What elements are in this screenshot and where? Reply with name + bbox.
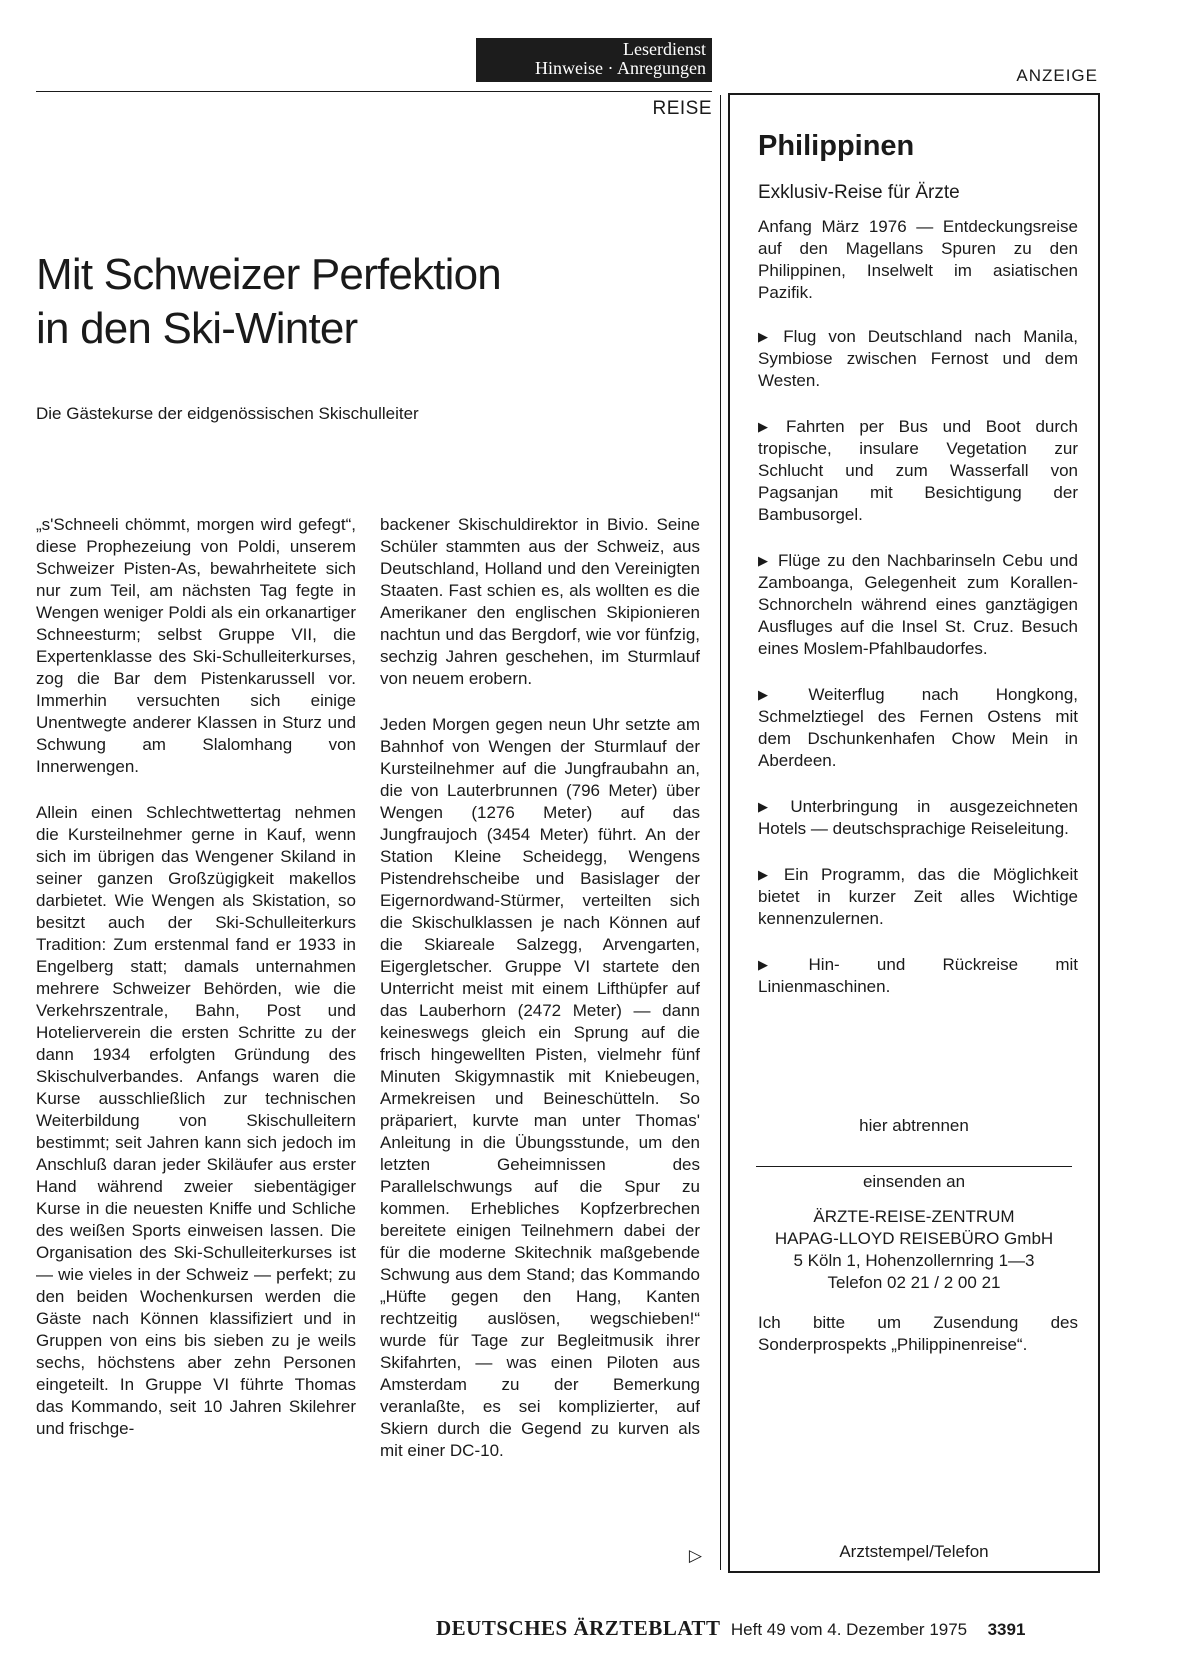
article-column-left — [36, 514, 356, 1464]
leserdienst-subtitle: Hinweise · Anregungen — [535, 58, 706, 78]
cutoff-label: hier abtrennen — [859, 1116, 969, 1135]
cutoff-line — [756, 1166, 1072, 1167]
headline-line-2: in den Ski-Winter — [36, 304, 358, 353]
ad-bullet-list — [758, 326, 1078, 1022]
journal-name: DEUTSCHES ÄRZTEBLATT — [436, 1616, 721, 1640]
ad-intro: Anfang März 1976 — Entdeckungsreise auf den Magellans Spuren zu den Philippinen, Inselwelt im asiatischen Pazifik. — [758, 217, 1078, 302]
article-paragraph: „s'Schneeli chömmt, morgen wird gefegt“, diese Prophezeiung von Poldi, unserem Schweizer Pisten-As, bewahrheitete sich nur zum Teil, am nächsten Tag fegte in Wengen weniger Poldi als ein orkanartiger Schneesturm; selbst Gruppe VII, die Expertenklasse des Ski-Schulleiterkurses, zog die Bar dem Pistenkarussell vor. Immerhin versuchten sich einige Unentwegte anderer Klassen in Sturz und Schwung am Slalomhang von Innerwengen. — [36, 515, 356, 776]
article-paragraph: Allein einen Schlechtwettertag nehmen die Kursteilnehmer gerne in Kauf, wenn sich im übrigen das Wengener Skiland in seiner ganzen Großzügigkeit makellos darbietet. Wie Wengen als Skistation, so besitzt auch der Ski-Schulleiterkurs Tradition: Zum erstenmal fand er 1933 in Engelberg statt; damals unternahmen mehrere Schweizer Behörden, wie die Verkehrszentrale, Bahn, Post und Hotelierverein die ersten Schritte zu der dann 1934 erfolgten Gründung des Skischulverbandes. Anfangs waren die Kurse ausschließlich zur technischen Weiterbildung von Skischulleitern bestimmt; seit Jahren kann sich jedoch im Anschluß daran jeder Skiläufer aus erster Hand während zweier siebentägiger Kurse in die neuesten Kniffe und Schliche des weißen Sports einweisen lassen. Die Organisation des Ski-Schulleiterkurses ist — wie vieles in der Schweiz — perfekt; zu den beiden Wochenkursen werden die Gäste nach Können klassifiziert und in Gruppen von eins bis sieben zu je weils sechs, höchstens aber zehn Personen eingeteilt. In Gruppe VI führte Thomas das Kommando, seit 10 Jahren Skilehrer und frischge- — [36, 803, 356, 1438]
triangle-right-icon: ▶ — [758, 687, 801, 702]
request-text: Ich bitte um Zusendung des Sonderprospekts „Philippinenreise“. — [758, 1313, 1078, 1354]
address-line: ÄRZTE-REISE-ZENTRUM — [813, 1207, 1015, 1226]
leserdienst-box — [476, 38, 712, 82]
leserdienst-title: Leserdienst — [623, 39, 706, 59]
ad-bullet-item — [758, 550, 1078, 660]
continue-arrow-icon: ▷ — [688, 1546, 702, 1565]
ad-title: Philippinen — [758, 130, 915, 162]
triangle-right-icon: ▶ — [758, 799, 783, 814]
ad-bullet-item — [758, 954, 1078, 998]
triangle-right-icon: ▶ — [758, 419, 779, 434]
ad-bullet-item — [758, 796, 1078, 840]
article-paragraph: Jeden Morgen gegen neun Uhr setzte am Bahnhof von Wengen der Sturmlauf der Kursteilnehmer auf die Jungfraubahn an, die von Lauterbrunnen (796 Meter) über Wengen (1276 Meter) auf das Jungfraujoch (3454 Meter) führt. An der Station Kleine Scheidegg, Wengens Pistendrehscheibe und Basislager der Eigernordwand-Stürmer, verteilten sich die Skischulklassen je nach Können auf die Skiareale Salzegg, Arvengarten, Eigergletscher. Gruppe VI startete den Unterricht meist mit einem Lifthüpfer auf das Lauberhorn (2472 Meter) — dann keineswegs gleich ein Sprung auf die frisch hingewellten Pisten, vielmehr fünf Minuten Skigymnastik mit Kniebeugen, Armekreisen und Beineschütteln. So präpariert, kurvte man unter Thomas' Anleitung in die Übungsstunde, um den letzten Geheimnissen des Parallelschwungs auf die Spur zu kommen. Erhebliches Kopfzerbrechen bereitete einigen Teilnehmern dabei der für die moderne Skitechnik maßgebende Schwung aus dem Stand; das Kommando „Hüfte gegen den Hang, Kanten rechtzeitig auslösen, wegschieben!“ wurde für Tage zur Begleitmusik ihrer Skifahrten, — was einen Piloten aus Amsterdam zu der Bemerkung veranlaßte, es sei komplizierter, auf Skiern durch die Gegend zu kurven als mit einer DC-10. — [380, 715, 700, 1460]
address-line: Telefon 02 21 / 2 00 21 — [827, 1273, 1001, 1292]
ad-bullet-text: Flüge zu den Nachbarinseln Cebu und Zamboanga, Gelegenheit zum Korallen-Schnorcheln während eines ganztägigen Ausfluges auf die Insel St. Cruz. Besuch eines Moslem-Pfahlbaudorfes. — [758, 551, 1079, 658]
ad-subtitle: Exklusiv-Reise für Ärzte — [758, 182, 960, 203]
ad-bullet-text: Ein Programm, das die Möglichkeit bietet in kurzer Zeit alles Wichtige kennenzulernen. — [758, 865, 1078, 928]
ad-label: ANZEIGE — [1016, 66, 1098, 85]
ad-bullet-item — [758, 416, 1078, 526]
triangle-right-icon: ▶ — [758, 957, 801, 972]
article-paragraph: backener Skischuldirektor in Bivio. Seine Schüler stammten aus der Schweiz, aus Deutschland, Holland und den Vereinigten Staaten. Fast schien es, als wollten es die Amerikaner den englischen Skipionieren nachtun und das Bergdorf, wie vor fünfzig, sechzig Jahren geschehen, im Sturmlauf von neuem erobern. — [380, 515, 700, 688]
article-column-middle — [380, 514, 700, 1486]
section-label: REISE — [652, 98, 712, 119]
top-rule — [36, 91, 712, 92]
triangle-right-icon: ▶ — [758, 867, 776, 882]
ad-bullet-text: Weiterflug nach Hongkong, Schmelztiegel des Fernen Ostens mit dem Dschunkenhafen Chow Mein in Aberdeen. — [758, 685, 1079, 770]
ad-bullet-item — [758, 864, 1078, 930]
headline-line-1: Mit Schweizer Perfektion — [36, 250, 501, 299]
column-divider — [720, 95, 721, 1570]
stamp-field-label: Arztstempel/Telefon — [839, 1542, 989, 1561]
ad-bullet-item — [758, 326, 1078, 392]
ad-bullet-text: Hin- und Rückreise mit Linienmaschinen. — [758, 955, 1078, 996]
send-to-label: einsenden an — [862, 1172, 966, 1191]
address-line: 5 Köln 1, Hohenzollernring 1—3 — [793, 1251, 1035, 1270]
page-number: 3391 — [987, 1620, 1026, 1639]
triangle-right-icon: ▶ — [758, 329, 776, 344]
triangle-right-icon: ▶ — [758, 553, 770, 568]
ad-bullet-text: Flug von Deutschland nach Manila, Symbiose zwischen Fernost und dem Westen. — [758, 327, 1079, 390]
address-block — [728, 1206, 1100, 1294]
page-footer — [436, 1616, 1025, 1641]
address-line: HAPAG-LLOYD REISEBÜRO GmbH — [774, 1229, 1054, 1248]
ad-bullet-text: Unterbringung in ausgezeichneten Hotels — deutschsprachige Reiseleitung. — [758, 797, 1078, 838]
ad-bullet-text: Fahrten per Bus und Boot durch tropische, insulare Vegetation zur Schlucht und zum Wasserfall von Pagsanjan mit Besichtigung der Bambusorgel. — [758, 417, 1078, 524]
article-subtitle: Die Gästekurse der eidgenössischen Skischulleiter — [36, 404, 419, 423]
ad-bullet-item — [758, 684, 1078, 772]
issue-info: Heft 49 vom 4. Dezember 1975 — [730, 1620, 968, 1639]
article-headline — [36, 248, 676, 356]
